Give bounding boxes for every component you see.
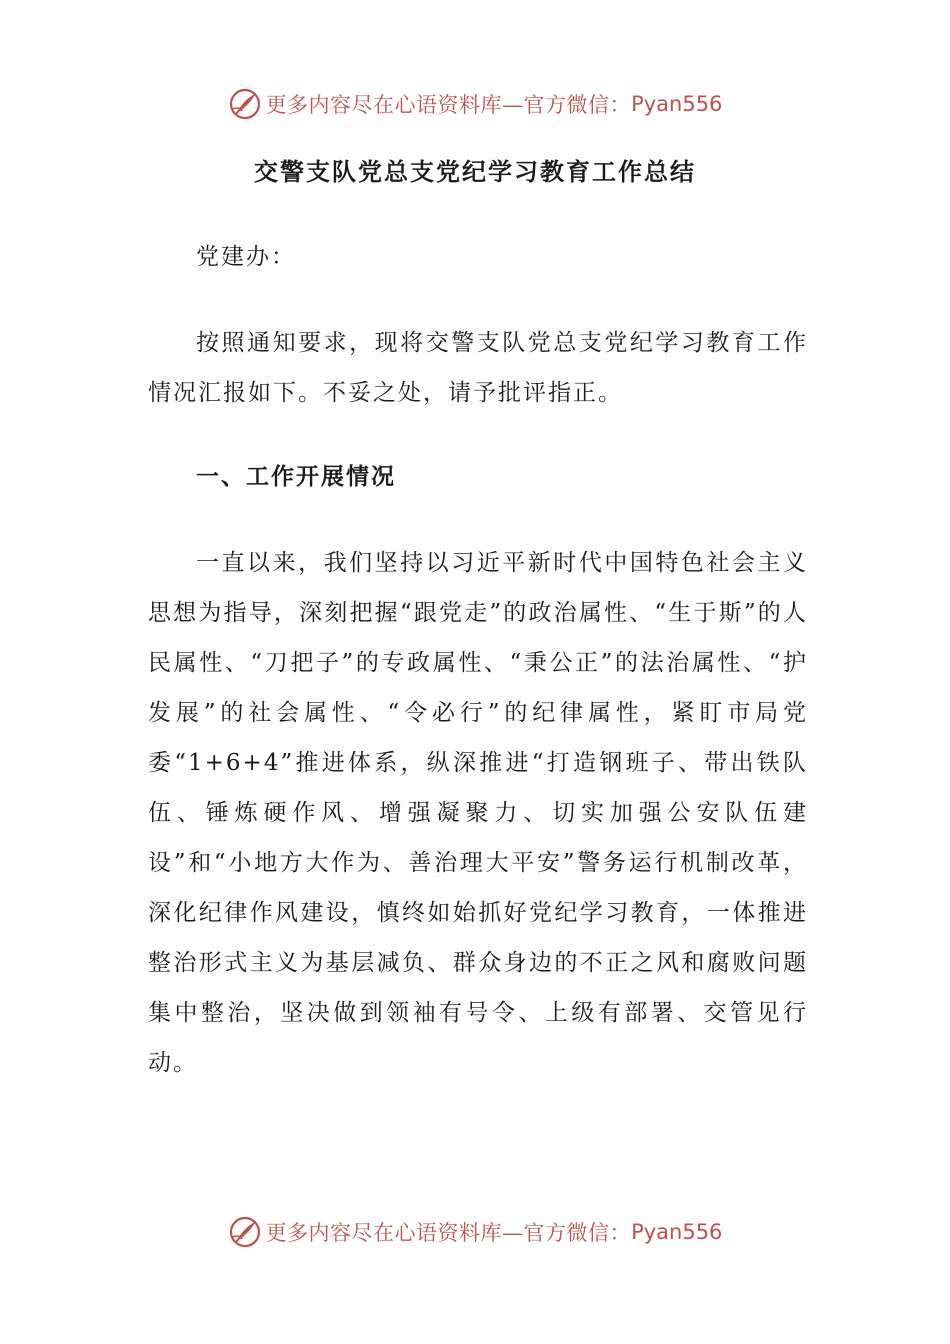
intro-text: 按照通知要求，现将交警支队党总支党纪学习教育工作情况汇报如下。不妥之处，请予批评指正。 (148, 330, 808, 406)
footer-watermark (0, 1212, 950, 1252)
salutation: 党建办： (196, 244, 296, 270)
document-title: 交警支队党总支党纪学习教育工作总结 (254, 158, 696, 186)
watermark-text: 更多内容尽在心语资料库—官方微信： (265, 93, 632, 117)
section-body-text: 一直以来，我们坚持以习近平新时代中国特色社会主义思想为指导，深刻把握“跟党走”的政治属性、“生于斯”的人民属性、“刀把子”的专政属性、“秉公正”的法治属性、“护发展”的社会属性、“令必行”的纪律属性，紧盯市局党委“1+6+4”推进体系，纵深推进“打造钢班子、带出铁队伍、锤炼硬作风、增强凝聚力、切实加强公安队伍建设”和“小地方大作为、善治理大平安”警务运行机制改革，深化纪律作风建设，慎终如始抓好党纪学习教育，一体推进整治形式主义为基层减负、群众身边的不正之风和腐败问题集中整治，坚决做到领袖有号令、上级有部署、交管见行动。 (148, 550, 808, 1076)
quill-pen-icon (228, 1215, 262, 1249)
quill-pen-icon (228, 87, 262, 121)
section-body (148, 538, 808, 1088)
header-watermark (0, 84, 950, 124)
intro-paragraph (148, 318, 808, 418)
watermark-text: 更多内容尽在心语资料库—官方微信： (265, 1221, 632, 1245)
section-heading: 一、工作开展情况 (196, 464, 396, 490)
watermark-contact: Pyan556 (631, 92, 723, 116)
watermark-contact: Pyan556 (631, 1220, 723, 1244)
